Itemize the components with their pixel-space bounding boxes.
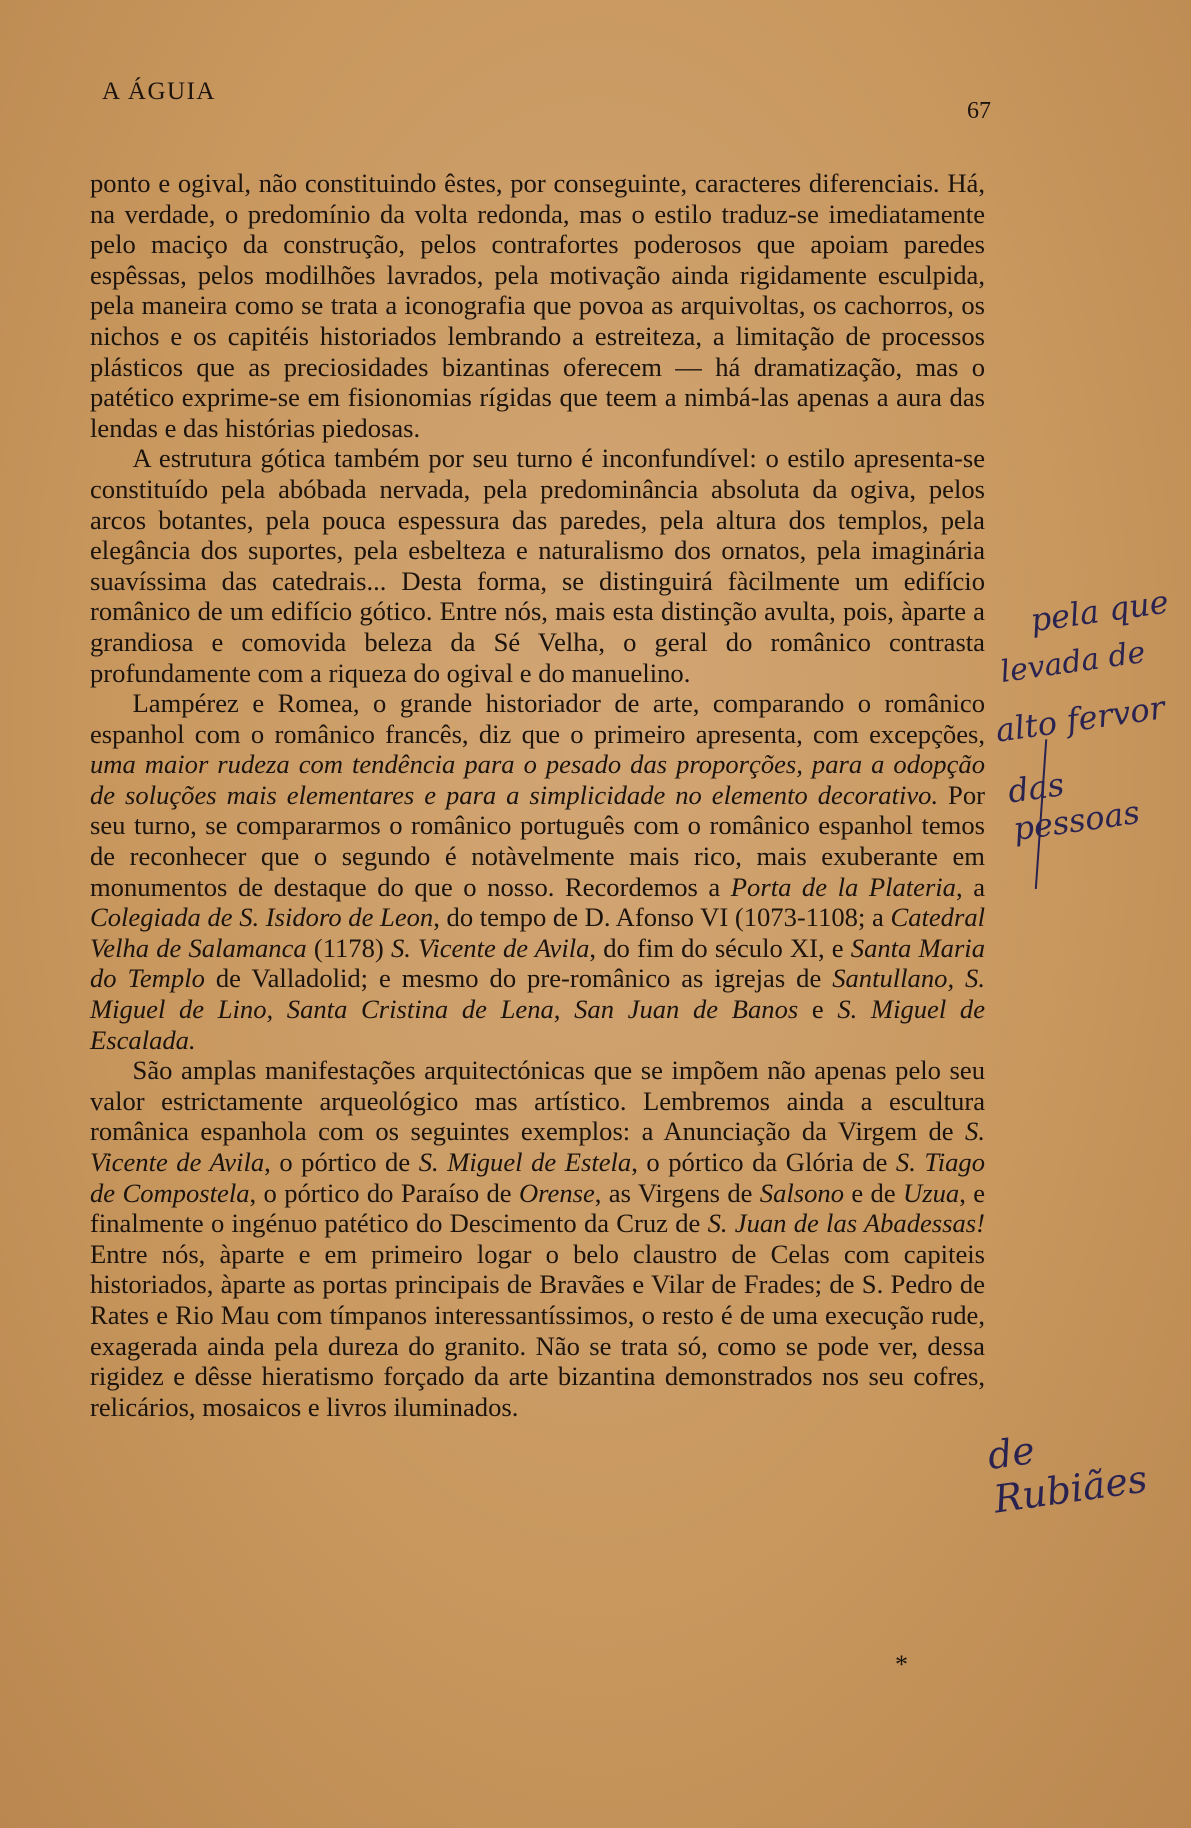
handwritten-note-2: levada de: [998, 635, 1148, 690]
handwritten-note-4: das pessoas: [1005, 765, 1142, 849]
paragraph-1: ponto e ogival, não constituindo êstes, por conseguinte, caracteres diferenciais. Há, na verdade, o predomínio da volta redonda, mas o estilo traduz-se imediatamente pelo maciço da construção, pelos contrafortes poderosos que apoiam paredes espêssas, pelos modilhões lavrados, pela motivação ainda rigidamente esculpida, pela maneira como se trata a iconografia que povoa as arquivoltas, os cachorros, os nichos e os capitéis historiados lembrando a estreiteza, a limitação de processos plásticos que as preciosidades bizantinas oferecem — há dramatização, mas o patético exprime-se em fisionomias rígidas que teem a nimbá-las apenas a aura das lendas e das histórias piedosas.: [90, 168, 985, 443]
page-header: [102, 78, 991, 124]
handwritten-note-3: alto fervor: [993, 688, 1168, 750]
handwritten-bracket: [1035, 739, 1071, 890]
handwritten-note-5: de Rubiães: [984, 1427, 1150, 1522]
handwritten-note-1: pela que: [1028, 582, 1171, 640]
page-number: 67: [967, 98, 991, 124]
section-asterisk: *: [895, 1650, 908, 1679]
paragraph-3: Lampérez e Romea, o grande historiador de arte, comparando o românico espanhol com o românico francês, diz que o primeiro apresenta, com excepções, uma maior rudeza com tendência para o pesado das proporções, para a odopção de soluções mais elementares e para a simplicidade no elemento decorativo. Por seu turno, se compararmos o românico português com o românico espanhol temos de reconhecer que o segundo é notàvelmente mais rico, mais exuberante em monumentos de destaque do que o nosso. Recordemos a Porta de la Plateria, a Colegiada de S. Isidoro de Leon, do tempo de D. Afonso VI (1073-1108; a Catedral Velha de Salamanca (1178) S. Vicente de Avila, do fim do século XI, e Santa Maria do Templo de Valladolid; e mesmo do pre-românico as igrejas de Santullano, S. Miguel de Lino, Santa Cristina de Lena, San Juan de Banos e S. Miguel de Escalada.: [90, 688, 986, 1055]
paragraph-2: A estrutura gótica também por seu turno é inconfundível: o estilo apresenta-se constituído pela abóbada nervada, pela predominância absoluta da ogiva, pelos arcos botantes, pela pouca espessura das paredes, pela altura dos templos, pela elegância dos suportes, pela esbelteza e naturalismo dos ornatos, pela imaginária suavíssima das catedrais... Desta forma, se distinguirá fàcilmente um edifício românico de um edifício gótico. Entre nós, mais esta distinção avulta, pois, àparte a grandiosa e comovida beleza da Sé Velha, o geral do românico contrasta profundamente com a riqueza do ogival e do manuelino.: [90, 443, 985, 688]
running-head: A ÁGUIA: [102, 78, 216, 105]
body-text: [90, 168, 985, 1422]
paragraph-4: São amplas manifestações arquitectónicas que se impõem não apenas pelo seu valor estrictamente arqueológico mas artístico. Lembremos ainda a escultura românica espanhola com os seguintes exemplos: a Anunciação da Virgem de S. Vicente de Avila, o pórtico de S. Miguel de Estela, o pórtico da Glória de S. Tiago de Compostela, o pórtico do Paraíso de Orense, as Virgens de Salsono e de Uzua, e finalmente o ingénuo patético do Descimento da Cruz de S. Juan de las Abadessas! Entre nós, àparte e em primeiro logar o belo claustro de Celas com capiteis historiados, àparte as portas principais de Bravães e Vilar de Frades; de S. Pedro de Rates e Rio Mau com tímpanos interessantíssimos, o resto é de uma execução rude, exagerada ainda pela dureza do granito. Não se trata só, como se pode ver, dessa rigidez e dêsse hieratismo forçado da arte bizantina demonstrados nos seu cofres, relicários, mosaicos e livros iluminados.: [90, 1055, 986, 1422]
